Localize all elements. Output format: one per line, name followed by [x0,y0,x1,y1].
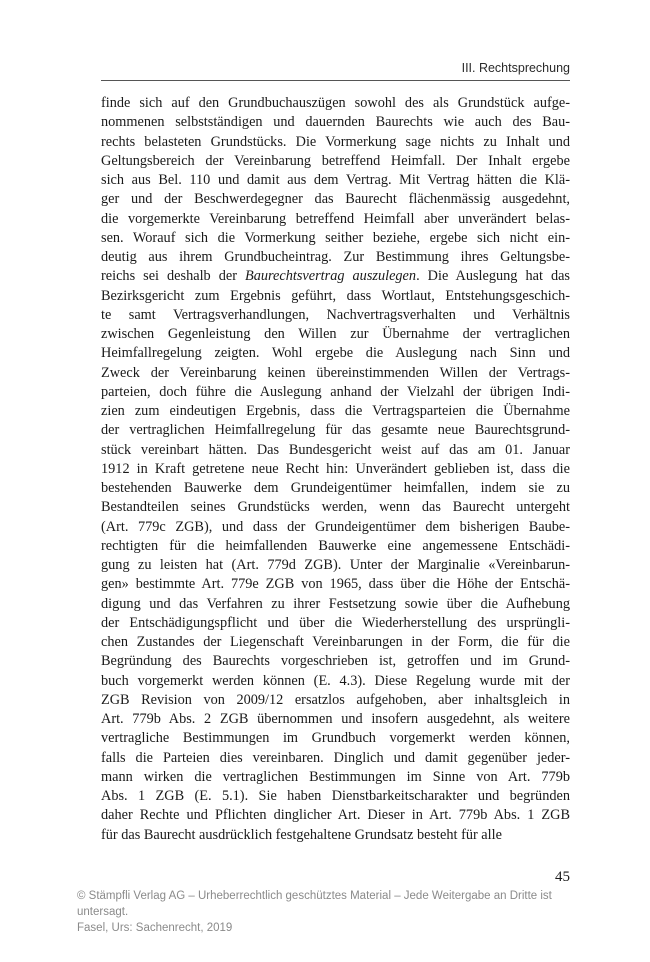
text-line [101,267,570,286]
text-line: ZGB Revision von 2009/12 ersatzlos aufgehoben, aber inhaltsgleich in [101,691,570,708]
text-line: rechtigten für die heimfallenden Bauwerke eine angemessene Entschädi- [101,537,570,554]
page-number: 45 [555,869,570,885]
text-line: gen» bestimmte Art. 779e ZGB von 1965, dass über die Höhe der Entschä- [101,576,570,593]
text-line: Heimfallregelung zeigten. Wohl ergebe die Auslegung nach Sinn und [101,345,570,362]
source-citation: Fasel, Urs: Sachenrecht, 2019 [77,922,233,934]
text-line: der vertraglichen Heimfallregelung für das gesamte neue Baurechtsgrund- [101,422,570,439]
text-line: deutig aus ihrem Grundbucheintrag. Zur Bestimmung ihres Geltungsbe- [101,249,570,265]
text-line: der Entschädigungspflicht und über die Wiederherstellung des ursprüngli- [101,614,570,631]
text-line: Art. 779b Abs. 2 ZGB übernommen und insofern ausgedehnt, als weitere [101,711,570,727]
text-line: Abs. 1 ZGB (E. 5.1). Sie haben Dienstbarkeitscharakter und begründen [101,788,570,804]
body-text [101,94,570,845]
text-line: chen Zustandes der Liegenschaft Vereinbarungen in der Form, die für die [101,634,570,650]
text-line: 1912 in Kraft getretene neue Recht hin: Unverändert geblieben ist, dass die [101,460,570,477]
text-line: te samt Vertragsverhandlungen, Nachvertragsverhalten und Verhältnis [101,306,570,323]
copyright-notice-line-2: untersagt. [77,906,129,918]
text-line: bestehenden Bauwerke dem Grundeigentümer heimfallen, indem sie zu [101,480,570,496]
text-line: vertragliche Bestimmungen im Grundbuch vorgemerkt werden können, [101,730,570,747]
emphasized-text: Baurechtsvertrag auszulegen [244,268,417,285]
text-line: die vorgemerkte Vereinbarung betreffend Heimfall aber unverändert belas- [101,210,570,227]
text-line: Bezirksgericht zum Ergebnis geführt, dass Wortlaut, Entstehungsgeschich- [101,287,570,304]
text-line: für das Baurecht ausdrücklich festgehaltene Grundsatz besteht für alle [101,826,502,843]
text-line: Begründung des Baurechts vorgeschrieben ist, getroffen und im Grund- [101,653,570,670]
copyright-notice-line-1: © Stämpfli Verlag AG – Urheberrechtlich geschütztes Material – Jede Weitergabe an Dritte ist [77,890,552,902]
text-line: buch vorgemerkt werden können (E. 4.3). Diese Regelung wurde mit der [101,672,570,689]
text-segment: reichs sei deshalb der [101,268,245,285]
text-line: falls die Parteien dies vereinbaren. Dinglich und damit gegenüber jeder- [101,749,570,766]
text-line: mann wirken die vertraglichen Bestimmungen im Sinne von Art. 779b [101,768,570,785]
text-line: sich aus Bel. 110 und damit aus dem Vertrag. Mit Vertrag hätten die Klä- [101,172,570,188]
running-header: III. Rechtsprechung [461,61,570,75]
text-line: (Art. 779c ZGB), und dass der Grundeigentümer dem bisherigen Baube- [101,518,570,535]
text-line: parteien, doch führe die Auslegung anhand der Vielzahl der übrigen Indi- [101,383,570,400]
text-line: Zweck der Vereinbarung keinen übereinstimmenden Willen der Vertrags- [101,364,570,381]
text-segment: . Die Auslegung hat das [416,268,570,285]
text-line: rechts belasteten Grundstücks. Die Vormerkung sage nichts zu Inhalt und [101,133,570,150]
copyright-footer [77,888,587,936]
text-line: zien zum eindeutigen Ergebnis, dass die Vertragsparteien die Übernahme [101,403,570,419]
text-line: digung und das Verfahren zu ihrer Festsetzung sowie über die Aufhebung [101,595,570,612]
text-line: zwischen Gegenleistung den Willen zur Übernahme der vertraglichen [101,326,570,342]
text-line: nommenen selbstständigen und dauernden Baurechts wie auch des Bau- [101,114,570,131]
header-divider [101,80,570,81]
text-line: daher Rechte und Pflichten dinglicher Art. Dieser in Art. 779b Abs. 1 ZGB [101,807,570,824]
text-line: Bestandteilen seines Grundstücks werden, wenn das Baurecht untergeht [101,499,570,516]
text-line: gung zu leisten hat (Art. 779d ZGB). Unter der Marginalie «Vereinbarun- [101,557,570,573]
text-line: ger und der Beschwerdegegner das Baurecht flächenmässig ausgedehnt, [101,191,570,208]
text-line: finde sich auf den Grundbuchauszügen sowohl des als Grundstück aufge- [101,95,570,111]
text-line: stück vereinbart hätten. Das Bundesgericht weist auf das am 01. Januar [101,441,570,458]
text-line: sen. Worauf sich die Vormerkung seither beziehe, ergebe sich nicht ein- [101,229,570,246]
text-line: Geltungsbereich der Vereinbarung betreffend Heimfall. Der Inhalt ergebe [101,152,570,169]
